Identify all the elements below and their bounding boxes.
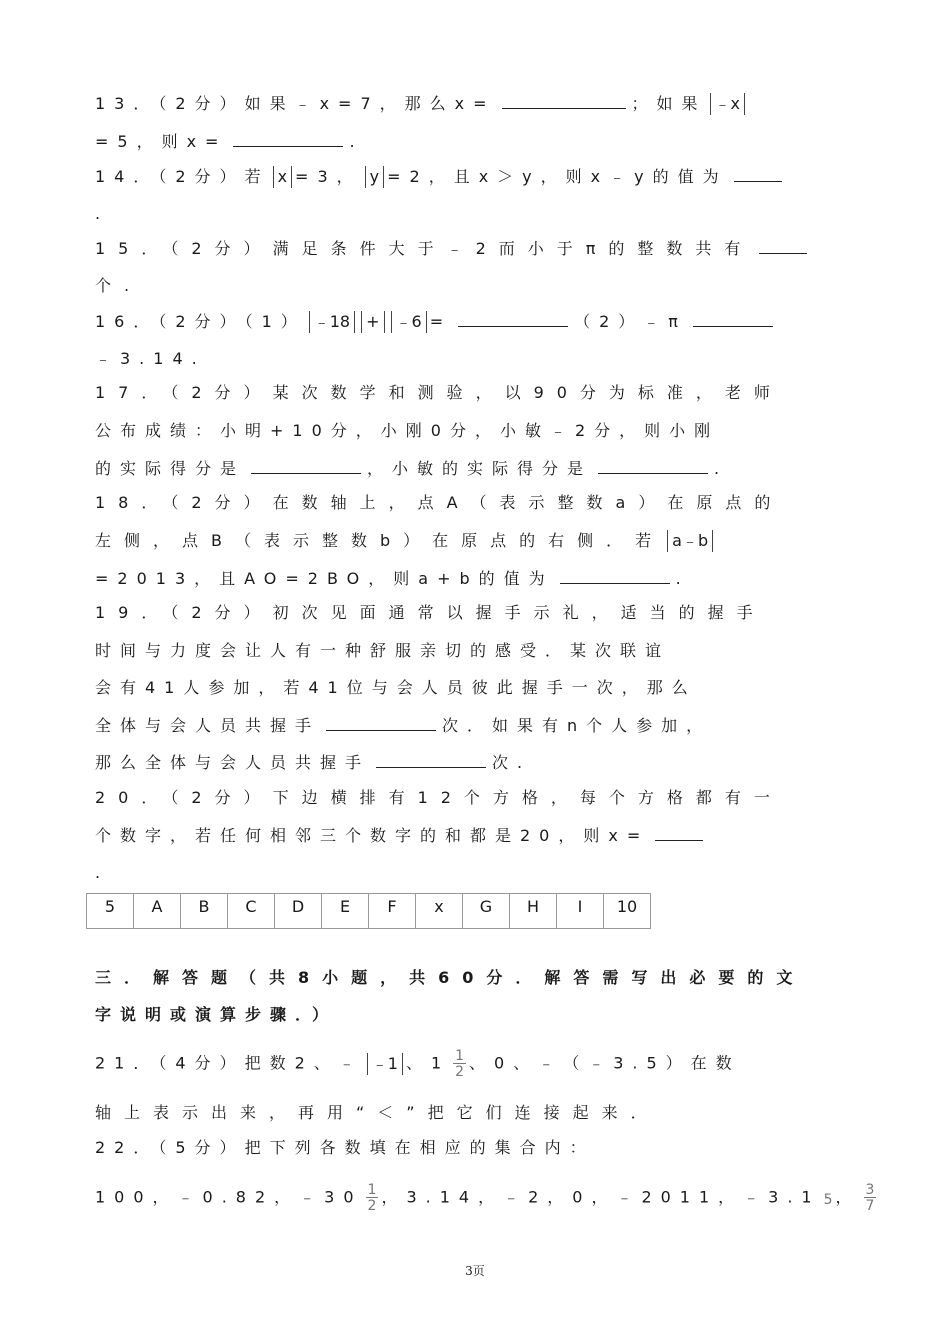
q16-answer-blank-2[interactable] — [693, 310, 773, 327]
q22-fraction-1: $\frac{1}{2}$ — [367, 1182, 377, 1214]
q17-line2: 公布成绩：小明+10分，小刚0分，小敏﹣2分，则小刚 — [95, 421, 720, 440]
section3-heading-line1: 三．解答题（共8小题，共60分．解答需写出必要的文 — [95, 968, 806, 987]
q17-line1: 17．（2分）某次数学和测验，以90分为标准，老师 — [95, 383, 783, 402]
q17-line3: 的实际得分是 ，小敏的实际得分是 . — [95, 459, 729, 478]
q22-line1: 22．（5分）把下列各数填在相应的集合内： — [95, 1138, 595, 1157]
q20-answer-blank[interactable] — [655, 824, 703, 841]
q20-grid-table — [86, 893, 651, 929]
q19-line4: 全体与会人员共握手 次．如果有n个人参加， — [95, 716, 712, 735]
q14-answer-blank[interactable] — [734, 165, 782, 182]
q22-fraction-2: $\frac{3}{7}$ — [865, 1182, 875, 1214]
q18-line1: 18．（2分）在数轴上，点A（表示整数a）在原点的 — [95, 493, 784, 512]
q21-line2: 轴上表示出来，再用“＜”把它们连接起来． — [95, 1103, 660, 1122]
q15-answer-blank[interactable] — [759, 237, 807, 254]
q22-repeating-digit: 5 — [823, 1192, 833, 1208]
grid-cell: H — [510, 894, 557, 929]
grid-cell: B — [181, 894, 228, 929]
grid-cell: I — [557, 894, 604, 929]
grid-cell: F — [369, 894, 416, 929]
q14-end: . — [95, 204, 101, 223]
q13-answer-blank-2[interactable] — [233, 130, 343, 147]
q19-line5: 那么全体与会人员共握手 次. — [95, 753, 532, 772]
grid-cell: 10 — [604, 894, 651, 929]
grid-cell: C — [228, 894, 275, 929]
section3-heading-line2: 字说明或演算步骤．） — [95, 1005, 338, 1024]
q18-line3: =2013，且AO=2BO，则a+b的值为 . — [95, 569, 690, 588]
q13-line1: 13．（2分）如果﹣x=7，那么x= ；如果 ﹣x — [95, 92, 865, 115]
q18-line2: 左侧，点B（表示整数b）在原点的右侧．若 a﹣b — [95, 530, 865, 552]
grid-cell: E — [322, 894, 369, 929]
q19-line1: 19．（2分）初次见面通常以握手示礼，适当的握手 — [95, 603, 766, 622]
q13-line2: =5，则x= . — [95, 132, 364, 151]
grid-cell: A — [134, 894, 181, 929]
q15-line1: 15．（2分）满足条件大于﹣2而小于π的整数共有 — [95, 237, 865, 260]
q14-line1: 14．（2分）若 x =3， y =2，且x＞y，则x﹣y的值为 — [95, 165, 865, 188]
q20-line2: 个数字，若任何相邻三个数字的和都是20，则x= — [95, 824, 865, 847]
q15-line2: 个. — [95, 276, 143, 295]
q19-line2: 时间与力度会让人有一种舒服亲切的感受．某次联谊 — [95, 641, 671, 660]
grid-cell: G — [463, 894, 510, 929]
q17-answer-blank-1[interactable] — [251, 457, 361, 474]
grid-cell: x — [416, 894, 463, 929]
q20-end: . — [95, 863, 101, 882]
q17-answer-blank-2[interactable] — [598, 457, 708, 474]
grid-cell: 5 — [87, 894, 134, 929]
q21-line1: 21．（4分）把数2、﹣ ﹣1 、1 $\frac{1}{2}$ 、0、﹣（﹣3.5）在数 — [95, 1048, 741, 1080]
q19-answer-blank-2[interactable] — [376, 751, 486, 768]
q16-line2: ﹣3.14. — [95, 349, 206, 368]
q21-fraction: $\frac{1}{2}$ — [455, 1048, 465, 1080]
table-row — [87, 894, 651, 929]
q19-line3: 会有41人参加，若41位与会人员彼此握手一次，那么 — [95, 678, 697, 697]
q19-answer-blank-1[interactable] — [326, 714, 436, 731]
q13-answer-blank-1[interactable] — [502, 92, 626, 109]
q20-line1: 20．（2分）下边横排有12个方格，每个方格都有一 — [95, 788, 783, 807]
q16-answer-blank-1[interactable] — [458, 310, 568, 327]
page-number: 3页 — [465, 1264, 485, 1278]
q18-answer-blank[interactable] — [560, 567, 670, 584]
q16-line1: 16．（2分）（1） ﹣18 + ﹣6 = （2）﹣π — [95, 310, 865, 333]
q22-number-list: 100，﹣0.82，﹣30 $\frac{1}{2}$ ，3.14，﹣2，0，﹣2011，﹣3.1 5 ， $\frac{3}{7}$ — [95, 1182, 875, 1214]
grid-cell: D — [275, 894, 322, 929]
